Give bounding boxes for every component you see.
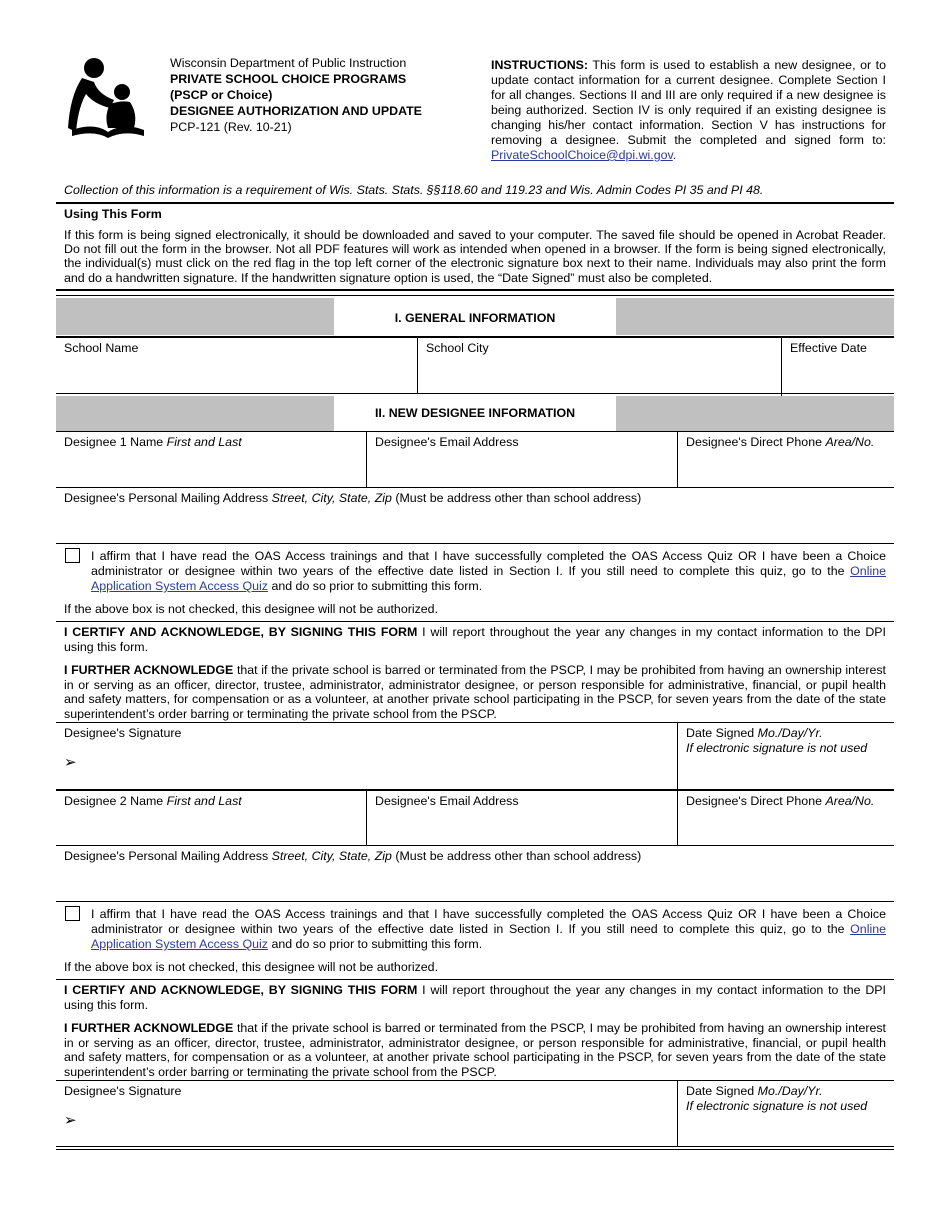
designee2-certify-text: I CERTIFY AND ACKNOWLEDGE, BY SIGNING THIS FORM I will report throughout the year any changes in my contact information to the DPI using this form. bbox=[64, 983, 886, 1012]
using-form-title: Using This Form bbox=[64, 207, 162, 221]
designee1-phone-field[interactable] bbox=[678, 432, 894, 487]
submit-email-link[interactable]: PrivateSchoolChoice@dpi.wi.gov bbox=[491, 148, 673, 162]
collection-notice: Collection of this information is a requirement of Wis. Stats. Stats. §§118.60 and 119.23 and Wis. Admin Codes PI 35 and PI 48. bbox=[64, 183, 764, 197]
designee2-name-label: Designee 2 Name First and Last bbox=[64, 794, 242, 808]
signature-arrow-icon: ➢ bbox=[64, 1111, 77, 1129]
divider bbox=[56, 289, 894, 291]
instructions-period: . bbox=[672, 148, 677, 162]
instructions-text: This form is used to establish a new designee, or to update contact information for a current designee. Complete Section I for all changes. Sections II and III are only required if a new designee is being authorized. Section IV is only required if an existing designee is changing his/her contact information. Section V has instructions for removing a designee. Submit the completed and signed form to: bbox=[491, 58, 886, 147]
designee1-signature-label: Designee's Signature bbox=[64, 726, 182, 740]
divider bbox=[56, 979, 894, 980]
designee1-date-field[interactable] bbox=[678, 723, 894, 789]
oas-quiz-link[interactable]: Online Application System Access Quiz bbox=[91, 922, 886, 951]
section2-title: II. NEW DESIGNEE INFORMATION bbox=[374, 406, 576, 420]
school-city-field[interactable] bbox=[418, 338, 781, 394]
section1-title: I. GENERAL INFORMATION bbox=[394, 311, 556, 325]
program-name: PRIVATE SCHOOL CHOICE PROGRAMS bbox=[170, 72, 407, 86]
agency-name: Wisconsin Department of Public Instruction bbox=[170, 56, 407, 70]
designee1-certify-text: I CERTIFY AND ACKNOWLEDGE, BY SIGNING THIS FORM I will report throughout the year any changes in my contact information to the DPI using this form. bbox=[64, 625, 886, 654]
effective-date-field[interactable] bbox=[782, 338, 894, 394]
divider bbox=[56, 1146, 894, 1147]
designee2-signature-field[interactable] bbox=[56, 1081, 677, 1146]
designee2-date-note: If electronic signature is not used bbox=[686, 1099, 868, 1113]
divider bbox=[56, 202, 894, 204]
designee2-unchecked-note: If the above box is not checked, this designee will not be authorized. bbox=[64, 960, 439, 974]
section-header-shade bbox=[56, 298, 334, 335]
designee2-email-label: Designee's Email Address bbox=[375, 794, 519, 808]
designee1-phone-label: Designee's Direct Phone Area/No. bbox=[686, 435, 875, 449]
designee1-date-note: If electronic signature is not used bbox=[686, 741, 868, 755]
designee1-signature-field[interactable] bbox=[56, 723, 677, 789]
designee1-name-field[interactable] bbox=[56, 432, 366, 487]
school-city-label: School City bbox=[426, 341, 489, 355]
section-header-shade bbox=[56, 396, 334, 431]
form-number: PCP-121 (Rev. 10-21) bbox=[170, 120, 292, 134]
section-header-shade bbox=[616, 298, 894, 335]
divider bbox=[56, 1149, 894, 1150]
program-abbrev: (PSCP or Choice) bbox=[170, 88, 273, 102]
reading-adult-child-logo bbox=[64, 56, 146, 140]
designee1-affirm-text: I affirm that I have read the OAS Access trainings and that I have successfully completed the OAS Access Quiz OR I have been a Choice administrator or designee within two years of the effective date listed in Section I. If you still need to complete this quiz, go to the Online Application System Access Quiz and do so prior to submitting this form. bbox=[91, 549, 886, 593]
divider bbox=[56, 543, 894, 544]
designee2-affirm-text: I affirm that I have read the OAS Access trainings and that I have successfully completed the OAS Access Quiz OR I have been a Choice administrator or designee within two years of the effective date listed in Section I. If you still need to complete this quiz, go to the Online Application System Access Quiz and do so prior to submitting this form. bbox=[91, 907, 886, 951]
designee2-email-field[interactable] bbox=[367, 791, 677, 845]
divider bbox=[56, 295, 894, 296]
designee2-date-field[interactable] bbox=[678, 1081, 894, 1146]
designee1-email-label: Designee's Email Address bbox=[375, 435, 519, 449]
designee1-further-text: I FURTHER ACKNOWLEDGE that if the private school is barred or terminated from the PSCP, I may be prohibited from having an ownership interest in or serving as an officer, director, trustee, administrator, administrator designee, or person responsible for administrative, financial, or pupil health and safety matters, for compensation or as a volunteer, at another private school participating in the PSCP, for seven years from the date of the state superintendent’s order barring or terminating the private school from the PSCP. bbox=[64, 663, 887, 721]
designee1-affirm-checkbox[interactable] bbox=[65, 548, 80, 563]
divider bbox=[56, 621, 894, 622]
designee2-name-field[interactable] bbox=[56, 791, 366, 845]
school-name-label: School Name bbox=[64, 341, 139, 355]
designee2-address-label: Designee's Personal Mailing Address Street, City, State, Zip (Must be address other than school address) bbox=[64, 849, 642, 863]
instructions-block bbox=[491, 58, 886, 163]
school-name-field[interactable] bbox=[56, 338, 418, 394]
designee1-name-label: Designee 1 Name First and Last bbox=[64, 435, 242, 449]
effective-date-label: Effective Date bbox=[790, 341, 867, 355]
using-form-text: If this form is being signed electronically, it should be downloaded and saved to your computer. The saved file should be opened in Acrobat Reader. Do not fill out the form in the browser. Not all PDF features will work as intended when opened in a browser. If the form is being signed electronically, the individual(s) must click on the red flag in the top left corner of the electronic signature box next to their name. Individuals may also print the form and do a handwritten signature. If the handwritten signature option is used, the “Date Signed” must also be completed. bbox=[64, 228, 886, 285]
oas-quiz-link[interactable]: Online Application System Access Quiz bbox=[91, 564, 886, 593]
designee2-signature-label: Designee's Signature bbox=[64, 1084, 182, 1098]
instructions-label: INSTRUCTIONS: bbox=[491, 58, 589, 72]
form-title: DESIGNEE AUTHORIZATION AND UPDATE bbox=[170, 104, 422, 118]
designee1-address-field[interactable] bbox=[56, 488, 894, 543]
divider bbox=[56, 901, 894, 902]
designee2-phone-field[interactable] bbox=[678, 791, 894, 845]
designee2-date-label: Date Signed Mo./Day/Yr. bbox=[686, 1084, 823, 1098]
designee1-unchecked-note: If the above box is not checked, this designee will not be authorized. bbox=[64, 602, 439, 616]
designee2-address-field[interactable] bbox=[56, 846, 894, 901]
designee1-date-label: Date Signed Mo./Day/Yr. bbox=[686, 726, 823, 740]
divider bbox=[56, 393, 894, 394]
signature-arrow-icon: ➢ bbox=[64, 753, 77, 771]
designee2-phone-label: Designee's Direct Phone Area/No. bbox=[686, 794, 875, 808]
designee1-email-field[interactable] bbox=[367, 432, 677, 487]
designee2-affirm-checkbox[interactable] bbox=[65, 906, 80, 921]
designee2-further-text: I FURTHER ACKNOWLEDGE that if the private school is barred or terminated from the PSCP, I may be prohibited from having an ownership interest in or serving as an officer, director, trustee, administrator, administrator designee, or person responsible for administrative, financial, or pupil health and safety matters, for compensation or as a volunteer, at another private school participating in the PSCP, for seven years from the date of the state superintendent’s order barring or terminating the private school from the PSCP. bbox=[64, 1021, 887, 1079]
designee1-address-label: Designee's Personal Mailing Address Street, City, State, Zip (Must be address other than school address) bbox=[64, 491, 642, 505]
section-header-shade bbox=[616, 396, 894, 431]
